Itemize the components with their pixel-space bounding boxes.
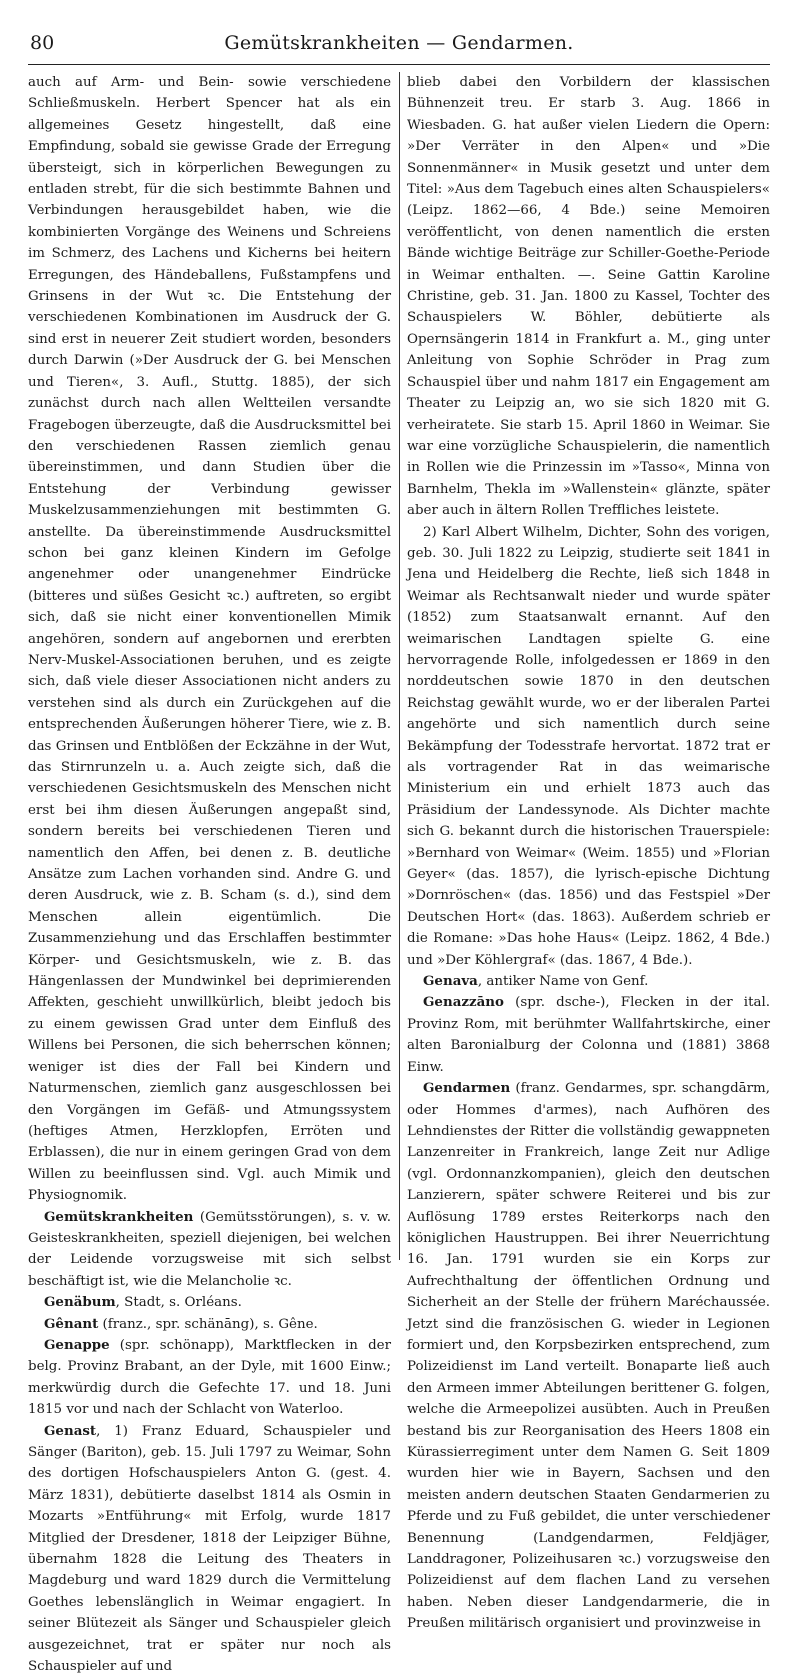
page-header [28, 20, 770, 60]
header-rule [28, 64, 770, 65]
entry-text: , 1) Franz Eduard, Schauspieler und Sänger (Bariton), geb. 15. Juli 1797 zu Weimar, Sohn des dortigen Hofschauspielers Anton G. (gest. 4. März 1831), debütierte daselbst 1814 als Osmin in Mozarts »Entführung« mit Erfolg, wurde 1817 Mitglied der Dresdener, 1818 der Leipziger Bühne, übernahm 1828 die Leitung des Theaters in Magdeburg und ward 1829 durch die Vermittelung Goethes lebenslänglich in Weimar engagiert. In seiner Blütezeit als Sänger und Schauspieler gleich ausgezeichnet, trat er später nur noch als Schauspieler auf und [28, 1423, 391, 1675]
entry-text: (spr. schönapp), Marktflecken in der belg. Provinz Brabant, an der Dyle, mit 1600 Einw.; merkwürdig durch die Gefechte 17. und 18. Juni 1815 vor und nach der Schlacht von Waterloo. [28, 1337, 391, 1418]
dictionary-entry [28, 1335, 391, 1421]
entry-text: (franz. Gendarmes, spr. schangdārm, oder Hommes d'armes), nach Aufhören des Lehndienstes der Ritter die vollständig gewappneten Lanzenreiter in Frankreich, lange Zeit nur Adlige (vgl. Ordonnanzkompanien), gleich den deutschen Lanzierern, später schwere Reiterei und bis zur Auflösung 1789 erstes Reiterkorps nach den königlichen Haustruppen. Bei ihrer Neuerrichtung 16. Jan. 1791 wurden sie ein Korps zur Aufrechthaltung der öffentlichen Ordnung und Sicherheit an der Stelle der frühern Maréchaussée. Jetzt sind die französischen G. wieder in Legionen formiert und, den Korpsbezirken entsprechend, zum Polizeidienst im Land verteilt. Bonaparte ließ auch den Armeen immer Abteilungen berittener G. folgen, welche die Armeepolizei ausübten. Auch in Preußen bestand bis zur Reorganisation des Heers 1808 ein Kürassierregiment unter dem Namen G. Seit 1809 wurden hier wie in Bayern, Sachsen und den meisten andern deutschen Staaten Gendarmerien zu Pferde und zu Fuß gebildet, die unter verschiedener Benennung (Landgendarmen, Feldjäger, Landdragoner, Polizeihusaren ꝛc.) vorzugsweise den Polizeidienst auf dem flachen Land zu versehen haben. Neben dieser Landgendarmerie, die in Preußen militärisch organisiert und provinzweise in [407, 1081, 770, 1632]
entry-headword: Gemütskrankheiten [44, 1208, 194, 1225]
entry-headword: Gênant [44, 1315, 99, 1332]
entry-headword: Genava [423, 973, 478, 990]
entry-headword: Genäbum [44, 1294, 116, 1311]
entry-text: (Gemütsstörungen), s. v. w. Geisteskrankheiten, speziell diejenigen, bei welchen der Leidende vorzugsweise mit sich selbst beschäftigt ist, wie die Melancholie ꝛc. [28, 1209, 391, 1289]
dictionary-entry [28, 1314, 391, 1335]
entry-headword: Gendarmen [423, 1080, 511, 1097]
dictionary-entry [407, 1078, 770, 1635]
body-paragraph: blieb dabei den Vorbildern der klassischen Bühnenzeit treu. Er starb 3. Aug. 1866 in Wiesbaden. G. hat außer vielen Liedern die Opern: »Der Verräter in den Alpen« und »Die Sonnenmänner« in Musik gesetzt und unter dem Titel: »Aus dem Tagebuch eines alten Schauspielers« (Leipz. 1862—66, 4 Bde.) seine Memoiren veröffentlicht, von denen namentlich die ersten Bände wichtige Beiträge zur Schiller-Goethe-Periode in Weimar enthalten. —. Seine Gattin Karoline Christine, geb. 31. Jan. 1800 zu Kassel, Tochter des Schauspielers W. Böhler, debütierte als Opernsängerin 1814 in Frankfurt a. M., ging unter Anleitung von Sophie Schröder in Prag zum Schauspiel über und nahm 1817 ein Engagement am Theater zu Leipzig an, wo sie sich 1820 mit G. verheiratete. Sie starb 15. April 1860 in Weimar. Sie war eine vorzügliche Schauspielerin, die namentlich in Rollen wie die Prinzessin im »Tasso«, Minna von Barnhelm, Thekla im »Wallenstein« glänzte, später aber auch in ältern Rollen Treffliches leistete. [407, 75, 770, 519]
dictionary-entry [28, 1207, 391, 1293]
dictionary-entry [28, 1292, 391, 1313]
entry-headword: Genappe [44, 1336, 110, 1353]
numbered-paragraph: 2) Karl Albert Wilhelm, Dichter, Sohn des vorigen, geb. 30. Juli 1822 zu Leipzig, studierte seit 1841 in Jena und Heidelberg die Rechte, ließ sich 1848 in Weimar als Rechtsanwalt nieder und wurde später (1852) zum Staatsanwalt ernannt. Auf den weimarischen Landtagen spielte G. eine hervorragende Rolle, infolgedessen er 1869 in den norddeutschen sowie 1870 in den deutschen Reichstag gewählt wurde, wo er der liberalen Partei angehörte und sich namentlich durch seine Bekämpfung der Todesstrafe hervortat. 1872 trat er als vortragender Rat in das weimarische Ministerium ein und erhielt 1873 auch das Präsidium der Landessynode. Als Dichter machte sich G. bekannt durch die historischen Trauerspiele: »Bernhard von Weimar« (Weim. 1855) und »Florian Geyer« (das. 1857), die lyrisch-epische Dichtung »Dornröschen« (das. 1856) und das Festspiel »Der Deutschen Hort« (das. 1863). Außerdem schrieb er die Romane: »Das hohe Haus« (Leipz. 1862, 4 Bde.) und »Der Köhlergraf« (das. 1867, 4 Bde.). [407, 524, 770, 968]
dictionary-entry [28, 1421, 391, 1677]
column-divider [399, 72, 400, 1260]
entry-text: (franz., spr. schänāng), s. Gêne. [98, 1316, 318, 1332]
entry-headword: Genast [44, 1422, 97, 1439]
dictionary-entry [407, 971, 770, 992]
left-column [28, 72, 391, 1675]
entry-headword: Genazzāno [423, 994, 504, 1011]
right-column [407, 72, 770, 1632]
page-number: 80 [30, 32, 55, 54]
running-title: Gemütskrankheiten — Gendarmen. [224, 32, 574, 54]
entry-text: (spr. dsche-), Flecken in der ital. Provinz Rom, mit berühmter Wallfahrtskirche, einer alten Baronialburg der Colonna und (1881) 3868 Einw. [407, 995, 770, 1075]
dictionary-entry [407, 992, 770, 1078]
entry-text: , antiker Name von Genf. [477, 974, 649, 990]
entry-text: , Stadt, s. Orléans. [115, 1295, 242, 1311]
body-paragraph: auch auf Arm- und Bein- sowie verschiedene Schließmuskeln. Herbert Spencer hat als ein allgemeines Gesetz hingestellt, daß eine Empfindung, sobald sie gewisse Grade der Erregung übersteigt, sich in körperlichen Bewegungen zu entladen strebt, für die sich bestimmte Bahnen und Verbindungen herausgebildet haben, wie die kombinierten Vorgänge des Weinens und Schreiens im Schmerz, des Lachens und Kicherns bei heitern Erregungen, des Händeballens, Fußstampfens und Grinsens in der Wut ꝛc. Die Entstehung der verschiedenen Kombinationen im Ausdruck der G. sind erst in neuerer Zeit studiert worden, besonders durch Darwin (»Der Ausdruck der G. bei Menschen und Tieren«, 3. Aufl., Stuttg. 1885), der sich zunächst durch nach allen Weltteilen versandte Fragebogen überzeugte, daß die Ausdrucksmittel bei den verschiedenen Rassen ziemlich genau übereinstimmen, und dann Studien über die Entstehung der Verbindung gewisser Muskelzusammenziehungen mit bestimmten G. anstellte. Da übereinstimmende Ausdrucksmittel schon bei ganz kleinen Kindern im Gefolge angenehmer oder unangenehmer Eindrücke (bitteres und süßes Gesicht ꝛc.) auftreten, so ergibt sich, daß sie nicht einer konventionellen Mimik angehören, sondern auf angebornen und ererbten Nerv-Muskel-Associationen beruhen, und es zeigte sich, daß viele dieser Associationen nicht anders zu verstehen sind als durch ein Zurückgehen auf die entsprechenden Äußerungen höherer Tiere, wie z. B. das Grinsen und Entblößen der Eckzähne in der Wut, das Stirnrunzeln u. a. Auch zeigte sich, daß die verschiedenen Gesichtsmuskeln des Menschen nicht erst bei ihm diesen Äußerungen angepaßt sind, sondern bereits bei verschiedenen Tieren und namentlich den Affen, bei denen z. B. deutliche Ansätze zum Lachen vorhanden sind. Andre G. und deren Ausdruck, wie z. B. Scham (s. d.), sind dem Menschen allein eigentümlich. Die Zusammenziehung und das Erschlaffen bestimmter Körper- und Gesichtsmuskeln, wie z. B. das Hängenlassen der Mundwinkel bei deprimierenden Affekten, geschieht unwillkürlich, bleibt jedoch bis zu einem gewissen Grad unter dem Einfluß des Willens bei Personen, die sich beherrschen können; weniger ist dies der Fall bei Kindern und Naturmenschen, ziemlich ganz ausgeschlossen bei den Vorgängen im Gefäß- und Atmungssystem (heftiges Atmen, Herzklopfen, Erröten und Erblassen), die nur in einem geringen Grad von dem Willen zu beeinflussen sind. Vgl. auch Mimik und Physiognomik. [28, 75, 391, 1204]
